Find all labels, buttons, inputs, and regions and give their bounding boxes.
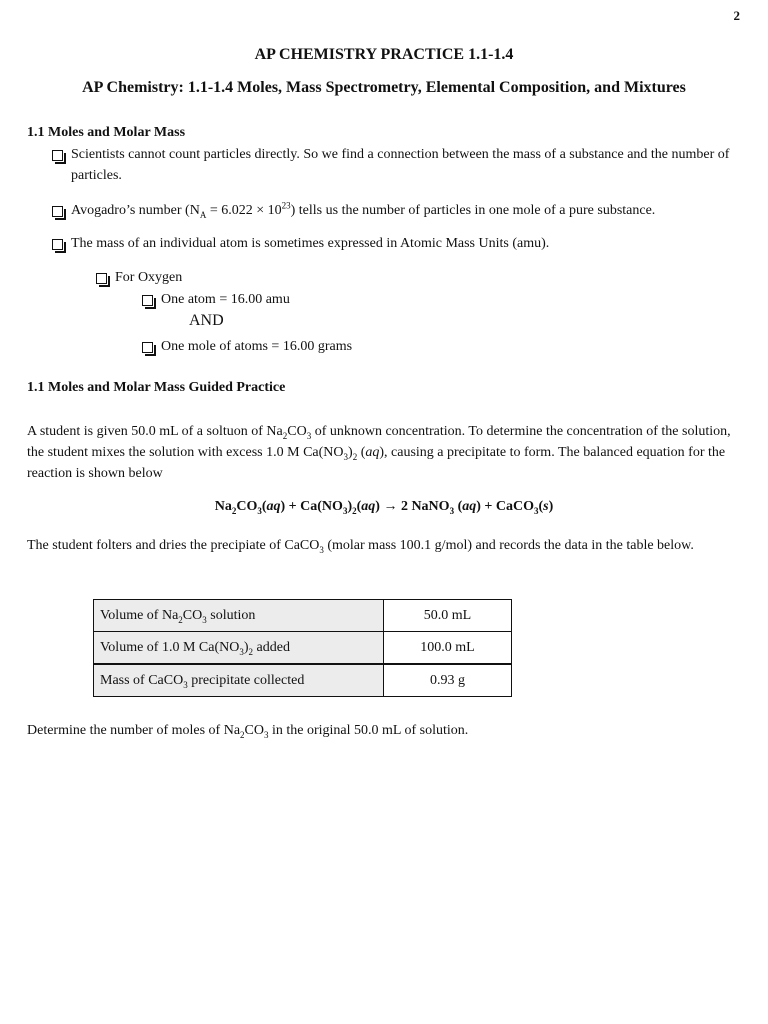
table-cell-value: 0.93 g — [384, 664, 512, 697]
section-heading-moles: 1.1 Moles and Molar Mass — [27, 125, 186, 140]
checkbox-bullet-icon — [52, 239, 63, 250]
table-cell-label: Volume of 1.0 M $Ca(NO_3)_2$ added — [94, 632, 384, 665]
sub-bullet-item — [96, 267, 182, 288]
bullet-text: For Oxygen — [115, 270, 183, 285]
bullet-text: One mole of atoms = 16.00 grams — [161, 339, 353, 354]
bullet-item — [52, 144, 742, 186]
checkbox-bullet-icon — [52, 150, 63, 161]
table-cell-value: 50.0 mL — [384, 600, 512, 632]
section-heading-guided-practice: 1.1 Moles and Molar Mass Guided Practice — [27, 380, 286, 395]
bullet-text: One atom = 16.00 amu — [161, 292, 290, 307]
and-connector: AND — [189, 312, 224, 329]
table-row — [94, 600, 512, 632]
sub-sub-bullet-item — [142, 336, 352, 357]
bullet-text: The mass of an individual atom is sometimes expressed in Atomic Mass Units (amu). — [71, 236, 550, 251]
table-cell-value: 100.0 mL — [384, 632, 512, 665]
table-cell-label: Volume of $Na_2CO_3$ solution — [94, 600, 384, 632]
bullet-item — [52, 233, 742, 254]
bullet-text: Avogadro’s number $(N_A = 6.022 \times 10^{23})$ tells us the number of particles in one mole of a pure substance. — [71, 200, 656, 220]
table-row — [94, 632, 512, 665]
page-title: AP CHEMISTRY PRACTICE 1.1-1.4 — [254, 46, 514, 63]
checkbox-bullet-icon — [142, 295, 153, 306]
bullet-text: Scientists cannot count particles directly. So we find a connection between the mass of a substance and the number of particles. — [71, 147, 730, 183]
checkbox-bullet-icon — [142, 342, 153, 353]
balanced-equation: $Na_2CO_3(aq) + Ca(NO_3)_2(aq) \to 2$ NaNO$_3$ (aq) + CaCO$_3$(s) — [214, 499, 554, 516]
table-row — [94, 664, 512, 697]
page-subtitle: AP Chemistry: 1.1-1.4 Moles, Mass Spectrometry, Elemental Composition, and Mixtures — [82, 79, 686, 96]
page-number: 2 — [733, 8, 740, 23]
table-cell-label: Mass of CaCO$_3$ precipitate collected — [94, 664, 384, 697]
problem-paragraph: A student is given 50.0 mL of a soltuon of $Na_2CO_3$ of unknown concentration. To determine the concentration of the solution, the student mixes the solution with excess 1.0 M $Ca(NO_3)_2$ (aq), causing a precipitate to form. The balanced equation for the reaction is shown below — [27, 424, 731, 481]
checkbox-bullet-icon — [96, 273, 107, 284]
data-table — [93, 599, 512, 697]
checkbox-bullet-icon — [52, 206, 63, 217]
bullet-item — [52, 200, 742, 221]
question-text: Determine the number of moles of $Na_2CO_3$ in the original 50.0 mL of solution. — [27, 723, 469, 740]
data-paragraph: The student folters and dries the precipiate of CaCO$_3$ (molar mass 100.1 g/mol) and records the data in the table below. — [27, 538, 694, 555]
sub-sub-bullet-item — [142, 289, 290, 310]
